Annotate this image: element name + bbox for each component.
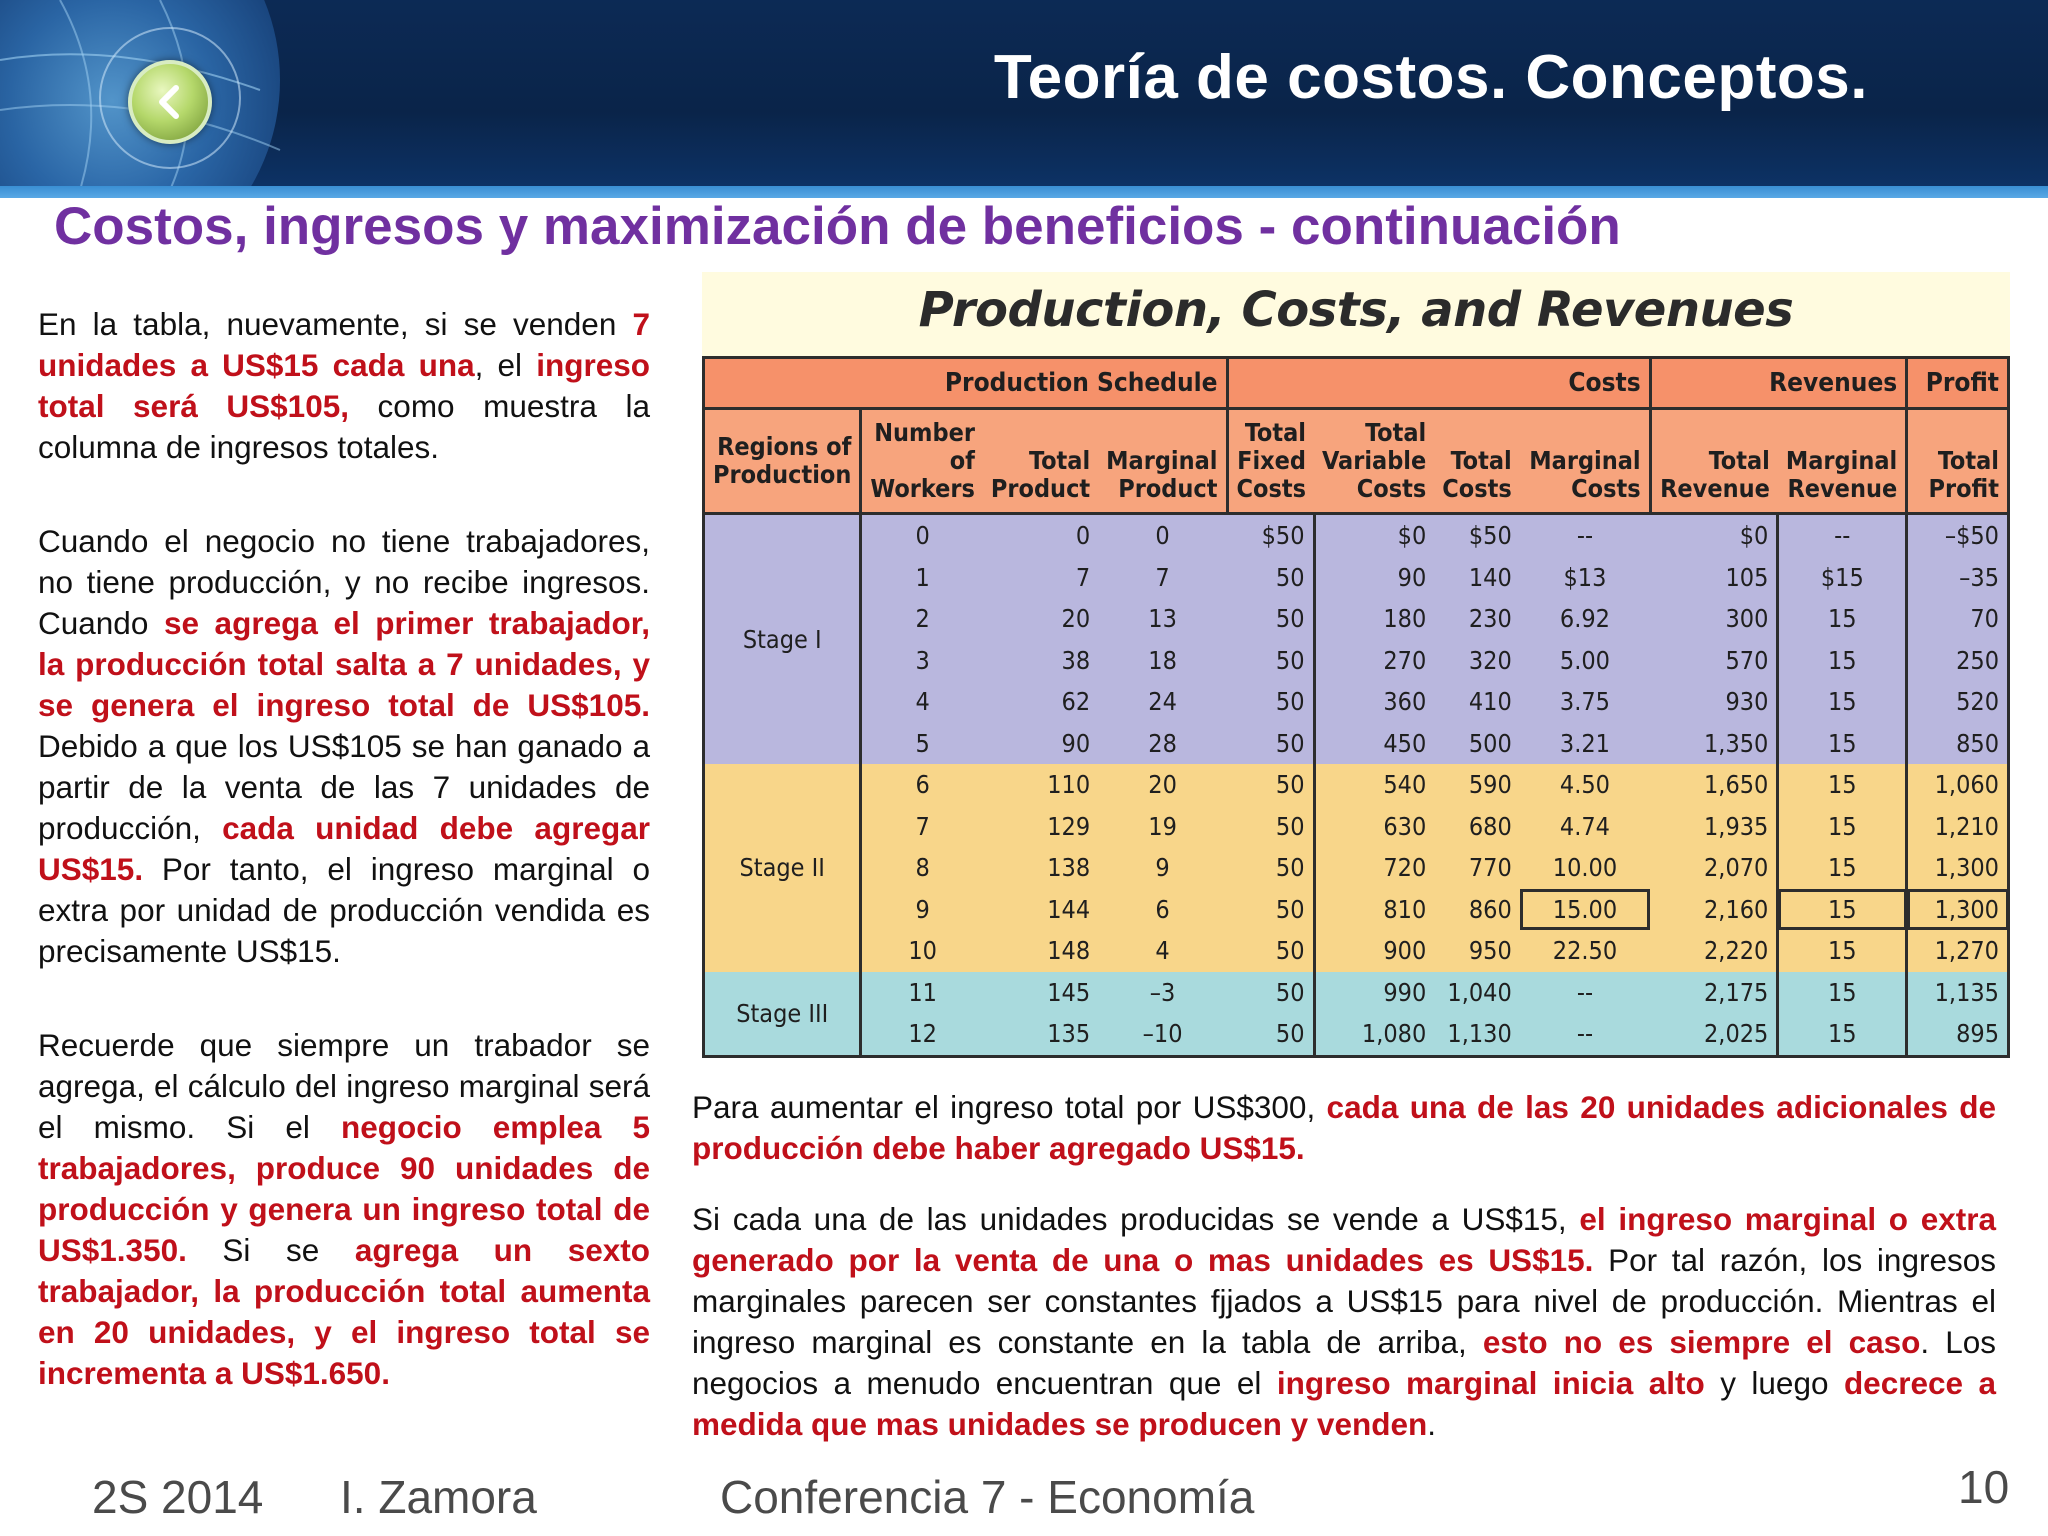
cell-total-profit: 1,270	[1907, 930, 2009, 972]
cell-total-product: 135	[983, 1013, 1098, 1056]
table-row	[704, 847, 2009, 889]
cell-total-profit: 1,300	[1907, 847, 2009, 889]
cell-total-profit: 520	[1907, 681, 2009, 723]
back-button[interactable]	[128, 60, 212, 144]
cell-marginal-revenue: 15	[1778, 972, 1907, 1014]
cell-marginal-product: –10	[1098, 1013, 1227, 1056]
cell-total-profit: –$50	[1907, 514, 2009, 557]
right-text-column	[692, 1087, 1996, 1445]
cell-total-fixed-costs: 50	[1227, 1013, 1314, 1056]
body-text: En la tabla, nuevamente, si se venden	[38, 306, 633, 342]
right-paragraph	[692, 1199, 1996, 1445]
cell-marginal-revenue: 15	[1778, 598, 1907, 640]
cell-workers: 1	[861, 557, 983, 599]
body-text: .	[1427, 1406, 1436, 1442]
body-text: Si se	[186, 1232, 355, 1268]
col-header-marginal-revenue: Marginal Revenue	[1778, 409, 1907, 514]
cell-total-costs: $50	[1434, 514, 1520, 557]
footer-author: I. Zamora	[340, 1471, 537, 1523]
body-text: Debido a que los US$105 se han ganado a partir de la venta de las 7 unidades de producción,	[38, 728, 650, 846]
cell-workers: 4	[861, 681, 983, 723]
cell-total-fixed-costs: 50	[1227, 806, 1314, 848]
cell-marginal-revenue: 15	[1778, 806, 1907, 848]
cell-total-costs: 1,130	[1434, 1013, 1520, 1056]
cell-total-profit: 70	[1907, 598, 2009, 640]
table-row	[704, 806, 2009, 848]
production-costs-revenues-table	[702, 356, 2010, 1058]
cell-workers: 3	[861, 640, 983, 682]
cell-marginal-product: 28	[1098, 723, 1227, 765]
cell-marginal-product: –3	[1098, 972, 1227, 1014]
body-text: . Los negocios a menudo encuentran que el	[692, 1324, 1996, 1401]
left-paragraph	[38, 521, 650, 972]
cell-total-fixed-costs: 50	[1227, 930, 1314, 972]
table-row	[704, 514, 2009, 557]
group-header-schedule: Production Schedule	[704, 358, 1228, 409]
cell-total-fixed-costs: 50	[1227, 640, 1314, 682]
body-text: y luego	[1704, 1365, 1844, 1401]
cell-total-product: 0	[983, 514, 1098, 557]
cell-total-revenue: $0	[1650, 514, 1778, 557]
body-text: Para aumentar el ingreso total por US$300,	[692, 1089, 1327, 1125]
cell-marginal-product: 9	[1098, 847, 1227, 889]
cell-total-costs: 680	[1434, 806, 1520, 848]
cell-total-product: 145	[983, 972, 1098, 1014]
cell-marginal-costs: 5.00	[1520, 640, 1650, 682]
cell-marginal-product: 19	[1098, 806, 1227, 848]
highlighted-text: el ingreso marginal o extra generado por la venta de una o mas unidades es US$15.	[692, 1201, 1996, 1278]
cell-total-product: 20	[983, 598, 1098, 640]
col-header-regions: Regions of Production	[704, 409, 861, 514]
body-text: Recuerde que siempre un trabador se agrega, el cálculo del ingreso marginal será el mismo. Si el	[38, 1027, 650, 1145]
highlighted-text: ingreso total será US$105,	[38, 347, 650, 424]
cell-marginal-costs: 15.00	[1520, 889, 1650, 931]
col-header-total-fixed-costs: Total Fixed Costs	[1227, 409, 1314, 514]
cell-total-product: 110	[983, 764, 1098, 806]
table-row	[704, 1013, 2009, 1056]
cell-total-variable-costs: 270	[1314, 640, 1434, 682]
cell-total-fixed-costs: 50	[1227, 557, 1314, 599]
cell-total-profit: 895	[1907, 1013, 2009, 1056]
highlighted-text: cada unidad debe agregar US$15.	[38, 810, 650, 887]
right-paragraph	[692, 1087, 1996, 1169]
cell-total-product: 144	[983, 889, 1098, 931]
cell-marginal-product: 18	[1098, 640, 1227, 682]
cell-total-revenue: 300	[1650, 598, 1778, 640]
cell-workers: 7	[861, 806, 983, 848]
production-table-panel	[702, 272, 2010, 1056]
col-header-total-variable-costs: Total Variable Costs	[1314, 409, 1434, 514]
cell-marginal-product: 20	[1098, 764, 1227, 806]
cell-marginal-product: 24	[1098, 681, 1227, 723]
cell-total-costs: 1,040	[1434, 972, 1520, 1014]
cell-marginal-revenue: --	[1778, 514, 1907, 557]
cell-workers: 2	[861, 598, 983, 640]
cell-total-product: 90	[983, 723, 1098, 765]
stage-label: Stage I	[704, 514, 861, 765]
slide-title: Teoría de costos. Conceptos.	[993, 43, 1868, 112]
cell-workers: 6	[861, 764, 983, 806]
highlighted-text: esto no es siempre el caso	[1482, 1324, 1921, 1360]
cell-total-variable-costs: 810	[1314, 889, 1434, 931]
table-row	[704, 723, 2009, 765]
cell-total-costs: 860	[1434, 889, 1520, 931]
cell-total-fixed-costs: 50	[1227, 764, 1314, 806]
footer-term: 2S 2014	[92, 1471, 264, 1523]
cell-total-profit: 1,210	[1907, 806, 2009, 848]
cell-total-revenue: 2,160	[1650, 889, 1778, 931]
cell-workers: 8	[861, 847, 983, 889]
cell-workers: 5	[861, 723, 983, 765]
cell-total-fixed-costs: $50	[1227, 514, 1314, 557]
group-header-revenues: Revenues	[1650, 358, 1907, 409]
left-paragraph	[38, 304, 650, 468]
cell-total-revenue: 1,935	[1650, 806, 1778, 848]
cell-total-profit: 1,300	[1907, 889, 2009, 931]
cell-marginal-costs: --	[1520, 514, 1650, 557]
cell-total-variable-costs: 450	[1314, 723, 1434, 765]
col-header-total-product: Total Product	[983, 409, 1098, 514]
cell-workers: 12	[861, 1013, 983, 1056]
cell-total-costs: 230	[1434, 598, 1520, 640]
highlighted-text: cada una de las 20 unidades adicionales de producción debe haber agregado US$15.	[692, 1089, 1996, 1166]
highlighted-text: decrece a medida que mas unidades se producen y venden	[692, 1365, 1996, 1442]
footer-course: Conferencia 7 - Economía	[720, 1471, 1255, 1523]
cell-total-revenue: 2,175	[1650, 972, 1778, 1014]
cell-total-product: 7	[983, 557, 1098, 599]
cell-marginal-product: 13	[1098, 598, 1227, 640]
cell-total-fixed-costs: 50	[1227, 972, 1314, 1014]
cell-workers: 0	[861, 514, 983, 557]
cell-total-costs: 410	[1434, 681, 1520, 723]
cell-total-variable-costs: 540	[1314, 764, 1434, 806]
cell-total-profit: 1,135	[1907, 972, 2009, 1014]
cell-marginal-revenue: 15	[1778, 681, 1907, 723]
cell-marginal-costs: 3.75	[1520, 681, 1650, 723]
cell-marginal-product: 7	[1098, 557, 1227, 599]
body-text: Cuando el negocio no tiene trabajadores, no tiene producción, y no recibe ingresos. Cuando	[38, 523, 650, 641]
table-row	[704, 557, 2009, 599]
table-row	[704, 640, 2009, 682]
page-number: 10	[1958, 1461, 2010, 1513]
cell-total-variable-costs: 180	[1314, 598, 1434, 640]
cell-total-revenue: 2,220	[1650, 930, 1778, 972]
cell-total-variable-costs: 1,080	[1314, 1013, 1434, 1056]
left-text-column	[38, 304, 650, 1394]
col-header-total-revenue: Total Revenue	[1650, 409, 1778, 514]
cell-workers: 9	[861, 889, 983, 931]
table-row	[704, 889, 2009, 931]
table-row	[704, 681, 2009, 723]
cell-total-revenue: 2,025	[1650, 1013, 1778, 1056]
cell-total-variable-costs: 900	[1314, 930, 1434, 972]
cell-total-fixed-costs: 50	[1227, 598, 1314, 640]
cell-total-product: 129	[983, 806, 1098, 848]
chevron-left-icon	[150, 82, 190, 122]
stage-label: Stage II	[704, 764, 861, 972]
cell-marginal-costs: --	[1520, 1013, 1650, 1056]
body-text: , el	[474, 347, 537, 383]
highlighted-text: se agrega el primer trabajador, la producción total salta a 7 unidades, y se genera el ingreso total de US$105.	[38, 605, 650, 723]
cell-marginal-revenue: 15	[1778, 847, 1907, 889]
slide-header	[0, 0, 2048, 186]
cell-marginal-revenue: 15	[1778, 889, 1907, 931]
stage-label: Stage III	[704, 972, 861, 1057]
cell-marginal-revenue: $15	[1778, 557, 1907, 599]
cell-total-variable-costs: 90	[1314, 557, 1434, 599]
cell-marginal-costs: --	[1520, 972, 1650, 1014]
cell-total-profit: 850	[1907, 723, 2009, 765]
body-text: Por tal razón, los ingresos marginales parecen ser constantes fjjados a US$15 para nivel de producción. Mientras el ingreso marginal es constante en la tabla de arriba,	[692, 1242, 1996, 1360]
cell-total-costs: 500	[1434, 723, 1520, 765]
col-header-workers: Number of Workers	[861, 409, 983, 514]
cell-total-variable-costs: 360	[1314, 681, 1434, 723]
table-row	[704, 972, 2009, 1014]
cell-total-variable-costs: $0	[1314, 514, 1434, 557]
cell-total-fixed-costs: 50	[1227, 723, 1314, 765]
cell-total-revenue: 105	[1650, 557, 1778, 599]
body-text: Por tanto, el ingreso marginal o extra por unidad de producción vendida es precisamente US$15.	[38, 851, 650, 969]
cell-marginal-revenue: 15	[1778, 640, 1907, 682]
cell-total-profit: 1,060	[1907, 764, 2009, 806]
table-row	[704, 764, 2009, 806]
cell-total-fixed-costs: 50	[1227, 889, 1314, 931]
cell-total-profit: 250	[1907, 640, 2009, 682]
cell-total-costs: 140	[1434, 557, 1520, 599]
col-header-marginal-costs: Marginal Costs	[1520, 409, 1650, 514]
table-row	[704, 930, 2009, 972]
cell-marginal-revenue: 15	[1778, 764, 1907, 806]
cell-total-costs: 320	[1434, 640, 1520, 682]
table-row	[704, 598, 2009, 640]
cell-total-revenue: 570	[1650, 640, 1778, 682]
cell-total-costs: 770	[1434, 847, 1520, 889]
cell-marginal-costs: $13	[1520, 557, 1650, 599]
cell-marginal-costs: 6.92	[1520, 598, 1650, 640]
cell-marginal-revenue: 15	[1778, 723, 1907, 765]
group-header-profit: Profit	[1907, 358, 2009, 409]
cell-total-variable-costs: 990	[1314, 972, 1434, 1014]
cell-marginal-revenue: 15	[1778, 930, 1907, 972]
cell-marginal-product: 4	[1098, 930, 1227, 972]
cell-marginal-product: 0	[1098, 514, 1227, 557]
cell-total-revenue: 2,070	[1650, 847, 1778, 889]
col-header-total-profit: Total Profit	[1907, 409, 2009, 514]
highlighted-text: negocio emplea 5 trabajadores, produce 90 unidades de producción y genera un ingreso total de US$1.350.	[38, 1109, 650, 1268]
cell-marginal-revenue: 15	[1778, 1013, 1907, 1056]
body-text: como muestra la columna de ingresos totales.	[38, 388, 650, 465]
body-text: Si cada una de las unidades producidas se vende a US$15,	[692, 1201, 1580, 1237]
cell-total-fixed-costs: 50	[1227, 681, 1314, 723]
cell-workers: 11	[861, 972, 983, 1014]
col-header-marginal-product: Marginal Product	[1098, 409, 1227, 514]
group-header-costs: Costs	[1227, 358, 1650, 409]
cell-total-product: 148	[983, 930, 1098, 972]
cell-total-revenue: 1,650	[1650, 764, 1778, 806]
cell-total-product: 38	[983, 640, 1098, 682]
cell-marginal-costs: 22.50	[1520, 930, 1650, 972]
cell-marginal-costs: 3.21	[1520, 723, 1650, 765]
highlighted-text: agrega un sexto trabajador, la producción total aumenta en 20 unidades, y el ingreso total se incrementa a US$1.650.	[38, 1232, 650, 1391]
col-header-total-costs: Total Costs	[1434, 409, 1520, 514]
cell-total-revenue: 1,350	[1650, 723, 1778, 765]
table-title: Production, Costs, and Revenues	[918, 282, 1794, 338]
section-subtitle: Costos, ingresos y maximización de beneficios - continuación	[54, 197, 1621, 256]
cell-total-costs: 590	[1434, 764, 1520, 806]
cell-total-revenue: 930	[1650, 681, 1778, 723]
cell-total-profit: –35	[1907, 557, 2009, 599]
cell-total-variable-costs: 630	[1314, 806, 1434, 848]
cell-total-variable-costs: 720	[1314, 847, 1434, 889]
cell-marginal-product: 6	[1098, 889, 1227, 931]
cell-marginal-costs: 4.50	[1520, 764, 1650, 806]
cell-workers: 10	[861, 930, 983, 972]
cell-total-product: 62	[983, 681, 1098, 723]
cell-total-fixed-costs: 50	[1227, 847, 1314, 889]
highlighted-text: 7 unidades a US$15 cada una	[38, 306, 650, 383]
cell-marginal-costs: 10.00	[1520, 847, 1650, 889]
left-paragraph	[38, 1025, 650, 1394]
highlighted-text: ingreso marginal inicia alto	[1276, 1365, 1705, 1401]
cell-total-costs: 950	[1434, 930, 1520, 972]
cell-total-product: 138	[983, 847, 1098, 889]
cell-marginal-costs: 4.74	[1520, 806, 1650, 848]
